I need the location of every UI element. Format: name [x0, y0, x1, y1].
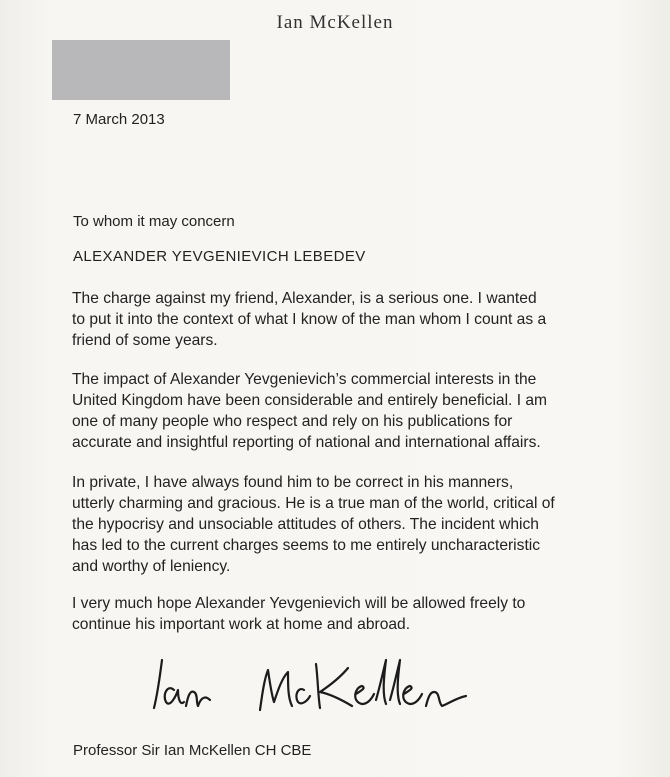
paragraph-line: to put it into the context of what I know of the man whom I count as a [72, 311, 547, 328]
paragraph-line: continue his important work at home and abroad. [72, 616, 411, 633]
paragraph-line: and worthy of leniency. [72, 558, 231, 575]
paragraph-line: United Kingdom have been considerable and entirely beneficial. I am [72, 392, 548, 409]
paragraph-line: The impact of Alexander Yevgenievich’s commercial interests in the [72, 371, 537, 388]
paragraph-4 [72, 593, 632, 635]
paragraph-1 [72, 288, 632, 351]
letter-date: 7 March 2013 [73, 111, 165, 128]
paragraph-line: accurate and insightful reporting of national and international affairs. [72, 434, 541, 451]
paragraph-3 [72, 472, 632, 577]
paragraph-line: the hypocrisy and unsociable attitudes of others. The incident which [72, 516, 539, 533]
paragraph-line: I very much hope Alexander Yevgenievich will be allowed freely to [72, 595, 526, 612]
paragraph-line: utterly charming and gracious. He is a true man of the world, critical of [72, 495, 555, 512]
paragraph-2 [72, 369, 632, 453]
letterhead: Ian McKellen [276, 12, 394, 33]
paragraph-line: friend of some years. [72, 332, 218, 349]
paragraph-line: The charge against my friend, Alexander, is a serious one. I wanted [72, 290, 537, 307]
signatory-name: Professor Sir Ian McKellen CH CBE [73, 742, 312, 759]
paragraph-line: has led to the current charges seems to me entirely uncharacteristic [72, 537, 541, 554]
subject-line: ALEXANDER YEVGENIEVICH LEBEDEV [73, 248, 366, 265]
salutation: To whom it may concern [73, 213, 235, 230]
paragraph-line: one of many people who respect and rely on his publications for [72, 413, 513, 430]
paragraph-line: In private, I have always found him to be correct in his manners, [72, 474, 514, 491]
handwritten-signature [148, 650, 508, 720]
signature-icon [148, 650, 508, 720]
redacted-address-block [52, 40, 230, 100]
